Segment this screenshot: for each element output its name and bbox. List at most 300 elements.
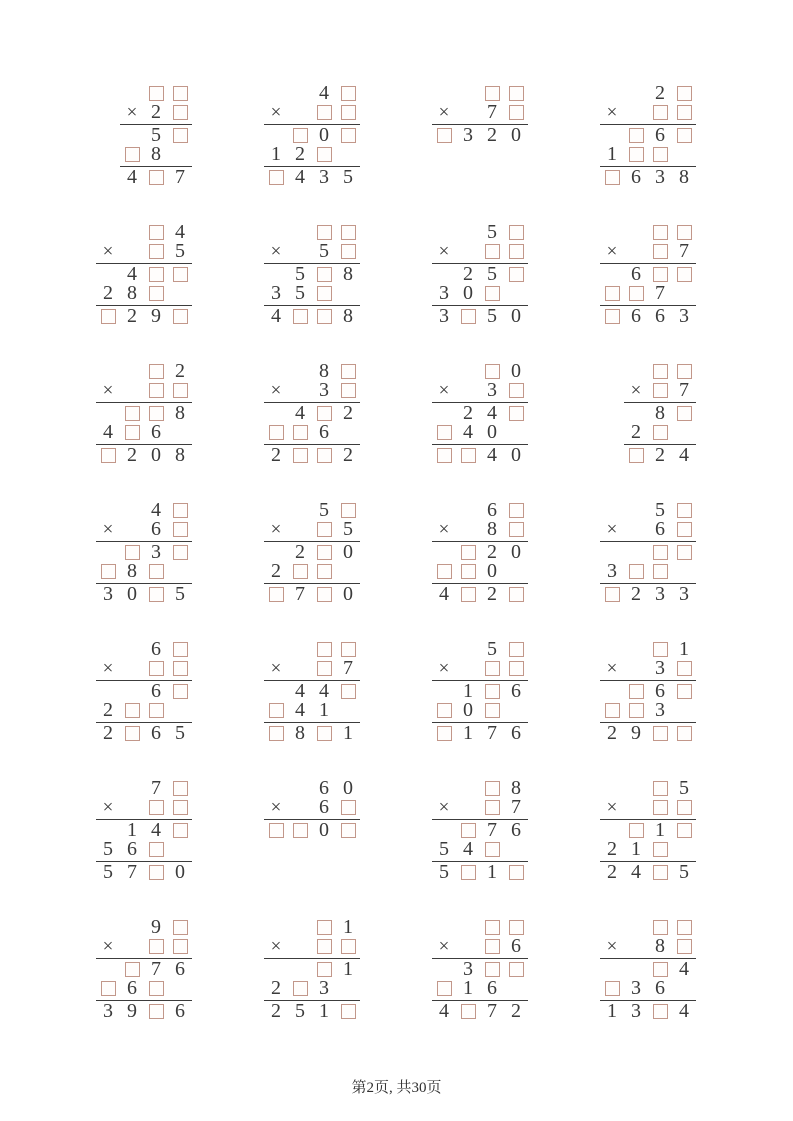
digit: 6 bbox=[487, 977, 497, 999]
blank-cell bbox=[96, 960, 120, 979]
digit: 5 bbox=[295, 263, 305, 285]
answer-box bbox=[168, 918, 192, 937]
answer-box bbox=[480, 701, 504, 720]
digit: 4 bbox=[295, 699, 305, 721]
problem-row bbox=[264, 724, 360, 743]
answer-box bbox=[456, 307, 480, 326]
multiplication-problem-9 bbox=[96, 362, 192, 465]
multiply-icon: × bbox=[126, 102, 138, 123]
problem-row bbox=[600, 84, 696, 103]
digit: 5 bbox=[319, 240, 329, 262]
digit: 8 bbox=[295, 722, 305, 744]
blank-cell bbox=[96, 779, 120, 798]
digit: 2 bbox=[343, 402, 353, 424]
multiplication-problem-8 bbox=[600, 223, 696, 326]
problem-row bbox=[432, 682, 528, 701]
problem-row bbox=[600, 103, 696, 122]
digit: 2 bbox=[487, 583, 497, 605]
digit: 7 bbox=[679, 379, 689, 401]
answer-box bbox=[480, 682, 504, 701]
digit: 6 bbox=[175, 1000, 185, 1022]
digit: 4 bbox=[439, 1000, 449, 1022]
digit: 0 bbox=[319, 819, 329, 841]
digit: 8 bbox=[655, 402, 665, 424]
digit: 4 bbox=[151, 499, 161, 521]
digit: 8 bbox=[343, 305, 353, 327]
digit: 2 bbox=[127, 305, 137, 327]
answer-box bbox=[168, 779, 192, 798]
multiply-icon: × bbox=[438, 797, 450, 818]
problem-row bbox=[96, 562, 192, 581]
digit: 3 bbox=[679, 305, 689, 327]
blank-cell bbox=[288, 103, 312, 122]
multiplication-problem-10 bbox=[264, 362, 360, 465]
digit: 7 bbox=[487, 101, 497, 123]
answer-box bbox=[456, 863, 480, 882]
blank-cell bbox=[456, 84, 480, 103]
multiply-icon: × bbox=[438, 936, 450, 957]
blank-cell bbox=[624, 84, 648, 103]
blank-cell bbox=[168, 979, 192, 998]
answer-box bbox=[144, 798, 168, 817]
problem-row bbox=[96, 937, 192, 956]
digit: 7 bbox=[487, 722, 497, 744]
blank-cell bbox=[504, 284, 528, 303]
answer-box bbox=[504, 501, 528, 520]
digit: 8 bbox=[487, 518, 497, 540]
blank-cell bbox=[96, 640, 120, 659]
digit: 2 bbox=[175, 360, 185, 382]
answer-box bbox=[144, 863, 168, 882]
digit: 1 bbox=[463, 977, 473, 999]
digit: 9 bbox=[151, 305, 161, 327]
blank-cell bbox=[456, 381, 480, 400]
digit: 1 bbox=[655, 819, 665, 841]
digit: 1 bbox=[271, 143, 281, 165]
multiply-icon: × bbox=[270, 936, 282, 957]
digit: 0 bbox=[151, 444, 161, 466]
answer-box bbox=[336, 682, 360, 701]
answer-box bbox=[648, 724, 672, 743]
digit: 6 bbox=[127, 838, 137, 860]
answer-box bbox=[624, 446, 648, 465]
answer-box bbox=[288, 423, 312, 442]
multiplication-problem-4 bbox=[600, 84, 696, 187]
digit: 6 bbox=[655, 305, 665, 327]
answer-box bbox=[504, 659, 528, 678]
digit: 6 bbox=[151, 421, 161, 443]
digit: 3 bbox=[655, 699, 665, 721]
answer-box bbox=[600, 585, 624, 604]
digit: 4 bbox=[295, 166, 305, 188]
blank-cell bbox=[600, 918, 624, 937]
blank-cell bbox=[336, 701, 360, 720]
blank-cell bbox=[288, 937, 312, 956]
digit: 0 bbox=[511, 305, 521, 327]
blank-cell bbox=[624, 501, 648, 520]
blank-cell bbox=[288, 798, 312, 817]
answer-box bbox=[264, 701, 288, 720]
digit: 2 bbox=[103, 282, 113, 304]
multiplication-problem-19 bbox=[432, 640, 528, 743]
answer-box bbox=[144, 265, 168, 284]
blank-cell bbox=[288, 84, 312, 103]
blank-cell bbox=[672, 145, 696, 164]
blank-cell bbox=[456, 501, 480, 520]
blank-cell bbox=[288, 223, 312, 242]
digit: 8 bbox=[343, 263, 353, 285]
answer-box bbox=[600, 307, 624, 326]
answer-box bbox=[600, 701, 624, 720]
answer-box bbox=[120, 701, 144, 720]
blank-cell bbox=[624, 798, 648, 817]
answer-box bbox=[504, 242, 528, 261]
digit: 3 bbox=[103, 583, 113, 605]
blank-cell bbox=[120, 779, 144, 798]
blank-cell bbox=[432, 404, 456, 423]
blank-cell bbox=[432, 543, 456, 562]
answer-box bbox=[144, 701, 168, 720]
digit: 5 bbox=[679, 861, 689, 883]
blank-cell bbox=[120, 242, 144, 261]
blank-cell bbox=[168, 284, 192, 303]
digit: 8 bbox=[127, 560, 137, 582]
problem-row bbox=[624, 423, 696, 442]
problem-row bbox=[264, 307, 360, 326]
answer-box bbox=[648, 223, 672, 242]
blank-cell bbox=[600, 682, 624, 701]
digit: 5 bbox=[295, 282, 305, 304]
digit: 3 bbox=[439, 305, 449, 327]
sum-rule-line bbox=[96, 263, 192, 264]
multiply-icon: × bbox=[438, 380, 450, 401]
multiplication-problem-25 bbox=[96, 918, 192, 1021]
blank-cell bbox=[120, 520, 144, 539]
answer-box bbox=[312, 145, 336, 164]
digit: 4 bbox=[679, 444, 689, 466]
blank-cell bbox=[624, 543, 648, 562]
problem-row bbox=[96, 501, 192, 520]
blank-cell bbox=[264, 682, 288, 701]
answer-box bbox=[288, 446, 312, 465]
answer-box bbox=[288, 562, 312, 581]
digit: 6 bbox=[175, 958, 185, 980]
multiplication-problem-17 bbox=[96, 640, 192, 743]
blank-cell bbox=[600, 779, 624, 798]
answer-box bbox=[480, 242, 504, 261]
answer-box bbox=[96, 307, 120, 326]
problem-row bbox=[120, 103, 192, 122]
problem-row bbox=[432, 126, 528, 145]
digit: 0 bbox=[343, 541, 353, 563]
sum-rule-line bbox=[600, 124, 696, 125]
digit: 5 bbox=[343, 518, 353, 540]
digit: 0 bbox=[127, 583, 137, 605]
problem-row bbox=[432, 562, 528, 581]
digit: 9 bbox=[151, 916, 161, 938]
answer-box bbox=[168, 307, 192, 326]
answer-box bbox=[648, 863, 672, 882]
problem-row bbox=[600, 1002, 696, 1021]
answer-box bbox=[624, 682, 648, 701]
problem-row bbox=[432, 840, 528, 859]
answer-box bbox=[456, 562, 480, 581]
answer-box bbox=[456, 446, 480, 465]
answer-box bbox=[312, 918, 336, 937]
problem-row bbox=[96, 1002, 192, 1021]
digit: 2 bbox=[271, 444, 281, 466]
sum-rule-line bbox=[432, 263, 528, 264]
answer-box bbox=[312, 562, 336, 581]
blank-cell bbox=[624, 242, 648, 261]
blank-cell bbox=[168, 423, 192, 442]
problem-row bbox=[432, 446, 528, 465]
digit: 1 bbox=[343, 916, 353, 938]
problem-row bbox=[96, 381, 192, 400]
blank-cell bbox=[336, 562, 360, 581]
digit: 6 bbox=[319, 796, 329, 818]
digit: 6 bbox=[319, 421, 329, 443]
sum-rule-line bbox=[432, 402, 528, 403]
digit: 5 bbox=[175, 240, 185, 262]
digit: 3 bbox=[487, 379, 497, 401]
answer-box bbox=[144, 362, 168, 381]
multiplication-problem-24 bbox=[600, 779, 696, 882]
multiply-icon: × bbox=[438, 241, 450, 262]
blank-cell bbox=[624, 520, 648, 539]
answer-box bbox=[456, 1002, 480, 1021]
answer-box bbox=[672, 682, 696, 701]
digit: 0 bbox=[511, 124, 521, 146]
blank-cell bbox=[264, 404, 288, 423]
digit: 3 bbox=[271, 282, 281, 304]
digit: 8 bbox=[319, 360, 329, 382]
digit: 7 bbox=[151, 958, 161, 980]
answer-box bbox=[168, 682, 192, 701]
answer-box bbox=[312, 659, 336, 678]
problem-row bbox=[264, 362, 360, 381]
blank-cell bbox=[264, 501, 288, 520]
answer-box bbox=[144, 937, 168, 956]
digit: 2 bbox=[655, 82, 665, 104]
problem-row bbox=[600, 960, 696, 979]
digit: 1 bbox=[319, 1000, 329, 1022]
answer-box bbox=[648, 1002, 672, 1021]
answer-box bbox=[432, 446, 456, 465]
multiplication-problem-6 bbox=[264, 223, 360, 326]
digit: 0 bbox=[511, 444, 521, 466]
problem-row bbox=[432, 103, 528, 122]
problem-row bbox=[264, 918, 360, 937]
blank-cell bbox=[96, 501, 120, 520]
problem-row bbox=[264, 1002, 360, 1021]
answer-box bbox=[312, 937, 336, 956]
digit: 3 bbox=[655, 583, 665, 605]
digit: 8 bbox=[175, 444, 185, 466]
sum-rule-line bbox=[96, 305, 192, 306]
problem-row bbox=[120, 168, 192, 187]
answer-box bbox=[312, 265, 336, 284]
answer-box bbox=[168, 501, 192, 520]
digit: 6 bbox=[655, 124, 665, 146]
answer-box bbox=[336, 381, 360, 400]
problem-row bbox=[624, 381, 696, 400]
digit: 5 bbox=[439, 861, 449, 883]
answer-box bbox=[648, 242, 672, 261]
blank-cell bbox=[264, 918, 288, 937]
answer-box bbox=[672, 404, 696, 423]
problem-row bbox=[432, 520, 528, 539]
answer-box bbox=[168, 798, 192, 817]
blank-cell bbox=[120, 937, 144, 956]
multiply-icon: × bbox=[102, 241, 114, 262]
blank-cell bbox=[456, 103, 480, 122]
answer-box bbox=[168, 543, 192, 562]
digit: 0 bbox=[343, 777, 353, 799]
answer-box bbox=[504, 223, 528, 242]
sum-rule-line bbox=[96, 819, 192, 820]
blank-cell bbox=[672, 840, 696, 859]
multiplication-problem-7 bbox=[432, 223, 528, 326]
digit: 4 bbox=[463, 838, 473, 860]
blank-cell bbox=[456, 520, 480, 539]
multiplication-problem-18 bbox=[264, 640, 360, 743]
digit: 1 bbox=[463, 722, 473, 744]
problem-row bbox=[96, 840, 192, 859]
digit: 2 bbox=[271, 560, 281, 582]
answer-box bbox=[168, 520, 192, 539]
digit: 6 bbox=[511, 935, 521, 957]
answer-box bbox=[168, 937, 192, 956]
answer-box bbox=[504, 520, 528, 539]
sum-rule-line bbox=[96, 541, 192, 542]
answer-box bbox=[648, 103, 672, 122]
digit: 5 bbox=[343, 166, 353, 188]
answer-box bbox=[672, 84, 696, 103]
answer-box bbox=[336, 798, 360, 817]
digit: 9 bbox=[127, 1000, 137, 1022]
digit: 3 bbox=[607, 560, 617, 582]
problem-row bbox=[432, 979, 528, 998]
digit: 0 bbox=[463, 282, 473, 304]
problem-row bbox=[264, 223, 360, 242]
blank-cell bbox=[456, 937, 480, 956]
answer-box bbox=[432, 423, 456, 442]
blank-cell bbox=[504, 840, 528, 859]
blank-cell bbox=[288, 520, 312, 539]
blank-cell bbox=[264, 84, 288, 103]
digit: 4 bbox=[439, 583, 449, 605]
problem-row bbox=[600, 307, 696, 326]
problem-row bbox=[624, 446, 696, 465]
digit: 6 bbox=[655, 977, 665, 999]
sum-rule-line bbox=[264, 680, 360, 681]
digit: 1 bbox=[343, 958, 353, 980]
answer-box bbox=[168, 265, 192, 284]
blank-cell bbox=[624, 362, 648, 381]
multiplication-problem-15 bbox=[432, 501, 528, 604]
blank-cell bbox=[456, 659, 480, 678]
digit: 3 bbox=[631, 1000, 641, 1022]
problem-row bbox=[264, 659, 360, 678]
answer-box bbox=[672, 798, 696, 817]
answer-box bbox=[672, 659, 696, 678]
digit: 6 bbox=[655, 518, 665, 540]
sum-rule-line bbox=[600, 541, 696, 542]
digit: 3 bbox=[631, 977, 641, 999]
answer-box bbox=[432, 724, 456, 743]
answer-box bbox=[120, 404, 144, 423]
digit: 4 bbox=[175, 221, 185, 243]
problem-row bbox=[264, 798, 360, 817]
digit: 6 bbox=[655, 680, 665, 702]
problem-row bbox=[96, 446, 192, 465]
digit: 3 bbox=[439, 282, 449, 304]
digit: 3 bbox=[151, 541, 161, 563]
digit: 7 bbox=[151, 777, 161, 799]
blank-cell bbox=[432, 640, 456, 659]
problem-row bbox=[600, 585, 696, 604]
problem-row bbox=[264, 701, 360, 720]
multiply-icon: × bbox=[606, 658, 618, 679]
blank-cell bbox=[672, 562, 696, 581]
digit: 8 bbox=[151, 143, 161, 165]
digit: 2 bbox=[295, 143, 305, 165]
digit: 5 bbox=[319, 499, 329, 521]
page-number-footer: 第2页, 共30页 bbox=[351, 1080, 442, 1096]
digit: 6 bbox=[127, 977, 137, 999]
answer-box bbox=[168, 84, 192, 103]
digit: 6 bbox=[151, 680, 161, 702]
digit: 7 bbox=[487, 819, 497, 841]
digit: 7 bbox=[343, 657, 353, 679]
answer-box bbox=[312, 520, 336, 539]
answer-box bbox=[168, 821, 192, 840]
digit: 6 bbox=[151, 518, 161, 540]
answer-box bbox=[648, 779, 672, 798]
blank-cell bbox=[288, 381, 312, 400]
answer-box bbox=[336, 821, 360, 840]
blank-cell bbox=[600, 84, 624, 103]
blank-cell bbox=[288, 659, 312, 678]
problem-row bbox=[264, 423, 360, 442]
digit: 5 bbox=[151, 124, 161, 146]
digit: 4 bbox=[463, 421, 473, 443]
problem-row bbox=[96, 543, 192, 562]
digit: 5 bbox=[487, 221, 497, 243]
answer-box bbox=[144, 168, 168, 187]
problem-row bbox=[264, 404, 360, 423]
multiply-icon: × bbox=[102, 380, 114, 401]
digit: 2 bbox=[631, 421, 641, 443]
problem-row bbox=[432, 960, 528, 979]
problem-row bbox=[264, 284, 360, 303]
problem-row bbox=[264, 682, 360, 701]
multiply-icon: × bbox=[630, 380, 642, 401]
multiply-icon: × bbox=[438, 658, 450, 679]
digit: 6 bbox=[511, 680, 521, 702]
multiply-icon: × bbox=[270, 380, 282, 401]
problem-row bbox=[264, 585, 360, 604]
blank-cell bbox=[168, 701, 192, 720]
digit: 5 bbox=[103, 861, 113, 883]
problem-row bbox=[264, 381, 360, 400]
digit: 2 bbox=[271, 977, 281, 999]
digit: 6 bbox=[511, 819, 521, 841]
multiply-icon: × bbox=[606, 102, 618, 123]
answer-box bbox=[672, 501, 696, 520]
answer-box bbox=[144, 1002, 168, 1021]
